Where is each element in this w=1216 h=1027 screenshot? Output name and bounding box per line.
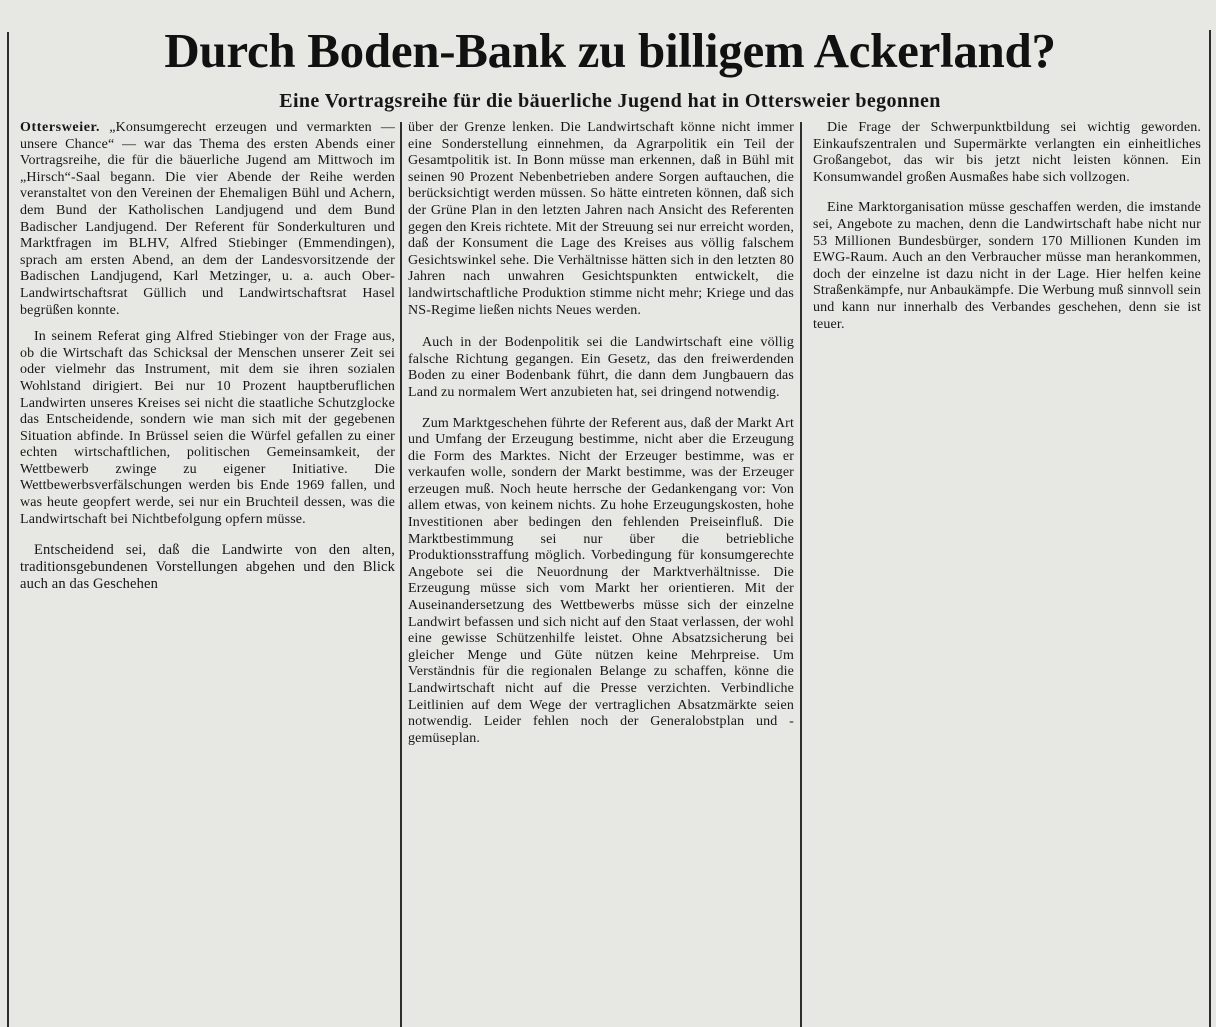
article-paragraph: Die Frage der Schwerpunktbildung sei wichtig geworden. Einkaufszentralen und Supermärkte verlangten ein einheitliches Großangebot, das wir bis jetzt nicht leisten können. Ein Konsumwandel großen Ausmaßes habe sich vollzogen. — [813, 120, 1201, 185]
subheadline: Eine Vortragsreihe für die bäuerliche Jugend hat in Ottersweier begonnen — [279, 90, 941, 112]
article-paragraph: über der Grenze lenken. Die Landwirtschaft könne nicht immer eine Sonderstellung einnehmen, da Agrarpolitik ein Teil der Gesamtpolitik ist. In Bonn müsse man erkennen, daß in Bühl mit seinen 90 Prozent Nebenbetrieben andere Sorgen auftauchen, die berücksichtigt werden müssen. So hätte eintreten können, daß sich der Grüne Plan in den letzten Jahren nach Ansicht des Referenten gegen den Kreis richtete. Mit der Streuung sei nur erreicht worden, daß der Konsument die Lage des Kreises aus völlig falschem Gesichtswinkel sehe. Die Verhältnisse hätten sich in den letzten 80 Jahren nach unwahren Gesichtspunkten entwickelt, die landwirtschaftliche Produktion stimme nicht mehr; Kriege und das NS-Regime ließen nichts Neues werden. — [408, 120, 794, 318]
column-divider-1 — [400, 122, 402, 1027]
page-right-rule — [1209, 30, 1211, 1027]
article-paragraph: Auch in der Bodenpolitik sei die Landwirtschaft eine völlig falsche Richtung gegangen. Ein Gesetz, das den freiwerdenden Boden zu einer Bodenbank führt, die dann dem Jungbauern das Land zu normalem Wert anzubieten hat, sei dringend notwendig. — [408, 335, 794, 400]
headline: Durch Boden-Bank zu billigem Ackerland? — [164, 23, 1056, 78]
article-paragraph: Eine Marktorganisation müsse geschaffen werden, die imstande sei, Angebote zu machen, denn die Landwirtschaft habe nicht nur 53 Millionen Bundesbürger, sondern 170 Millionen Kunden im EWG-Raum. Auch an den Verbraucher müsse man herankommen, doch der einzelne ist dazu nicht in der Lage. Hier helfen keine Straßenkämpfe, nur Anbaukämpfe. Die Werbung muß sinnvoll sein und kann nur innerhalb des Verbandes geschehen, denn sie ist teuer. — [813, 200, 1201, 332]
article-column-1 — [20, 120, 395, 593]
article-paragraph: Zum Marktgeschehen führte der Referent aus, daß der Markt Art und Umfang der Erzeugung bestimme, nicht aber die Erzeugung die Form des Marktes. Nicht der Erzeuger bestimme, was er verkaufen wolle, sondern der Markt bestimme, was der Erzeuger erzeugen muß. Noch heute herrsche der Gedankengang vor: Von allem etwas, von keinem nichts. Zu hohe Erzeugungskosten, hohe Investitionen aber bedingen den fehlenden Preiseinfluß. Die Marktbestimmung sei nur über die betriebliche Produktionsstraffung möglich. Vorbedingung für konsumgerechte Angebote sei die Neuordnung der Marktverhältnisse. Die Erzeugung müsse sich vom Markt her orientieren. Mit der Auseinandersetzung des Wettbewerbs müsse sich der einzelne Landwirt befassen und sich nicht auf den Staat verlassen, der wohl eine gewisse Schützenhilfe leistet. Ohne Absatzsicherung bei gleicher Menge und Güte nützen keine Mehrpreise. Um Verständnis für die regionalen Belange zu schaffen, könne die Landwirtschaft nicht auf die Presse verzichten. Verbindliche Leitlinien auf dem Wege der vertraglichen Absatzmärkte seien notwendig. Leider fehlen noch der Generalobstplan und -gemüseplan. — [408, 415, 794, 746]
dateline: Ottersweier. — [20, 120, 101, 135]
article-paragraph: Entscheidend sei, daß die Landwirte von den alten, traditionsgebundenen Vorstellungen abgehen und den Blick auch an das Geschehen — [20, 542, 395, 593]
article-column-2 — [408, 120, 794, 747]
article-column-3 — [813, 120, 1201, 333]
page-left-rule — [7, 32, 9, 1027]
paragraph-text: „Konsumgerecht erzeugen und vermarkten — unsere Chance“ — war das Thema des ersten Abends einer Vortragsreihe, die für die bäuerliche Jugend am Mittwoch im „Hirsch“-Saal begann. Die vier Abende der Reihe werden veranstaltet von den Vereinen der Ehemaligen Bühl und Achern, dem Bund der Katholischen Landjugend und dem Bund Badischer Landjugend. Der Referent für Sonderkulturen und Marktfragen im BLHV, Alfred Stiebinger (Emmendingen), sprach am ersten Abend, an dem der Landesvorsitzende der Badischen Landjugend, Karl Metzinger, u. a. auch Ober-Landwirtschaftsrat Güllich und Landwirtschaftsrat Hasel begrüßen konnte. — [20, 120, 395, 318]
column-divider-2 — [800, 122, 802, 1027]
article-paragraph — [20, 120, 395, 319]
article-paragraph: In seinem Referat ging Alfred Stiebinger von der Frage aus, ob die Wirtschaft das Schicksal der Menschen unserer Zeit sei oder vielmehr das Instrument, mit dem sie ihren sozialen Wohlstand dirigiert. Bei nur 10 Prozent hauptberuflichen Landwirten unseres Kreises sei nicht die staatliche Schutzglocke das Entscheidende, sondern wie man sich mit der gegebenen Situation abfinde. In Brüssel seien die Würfel gefallen zu einer echten wirtschaftlichen, politischen Gemeinsamkeit, der Wettbewerb zwinge zu eigener Initiative. Die Wettbewerbsverfälschungen werden bis Ende 1969 fallen, und was heute geopfert werde, sei nur ein Bruchteil dessen, was die Landwirtschaft bei Nichtbefolgung opfern müsse. — [20, 329, 395, 527]
